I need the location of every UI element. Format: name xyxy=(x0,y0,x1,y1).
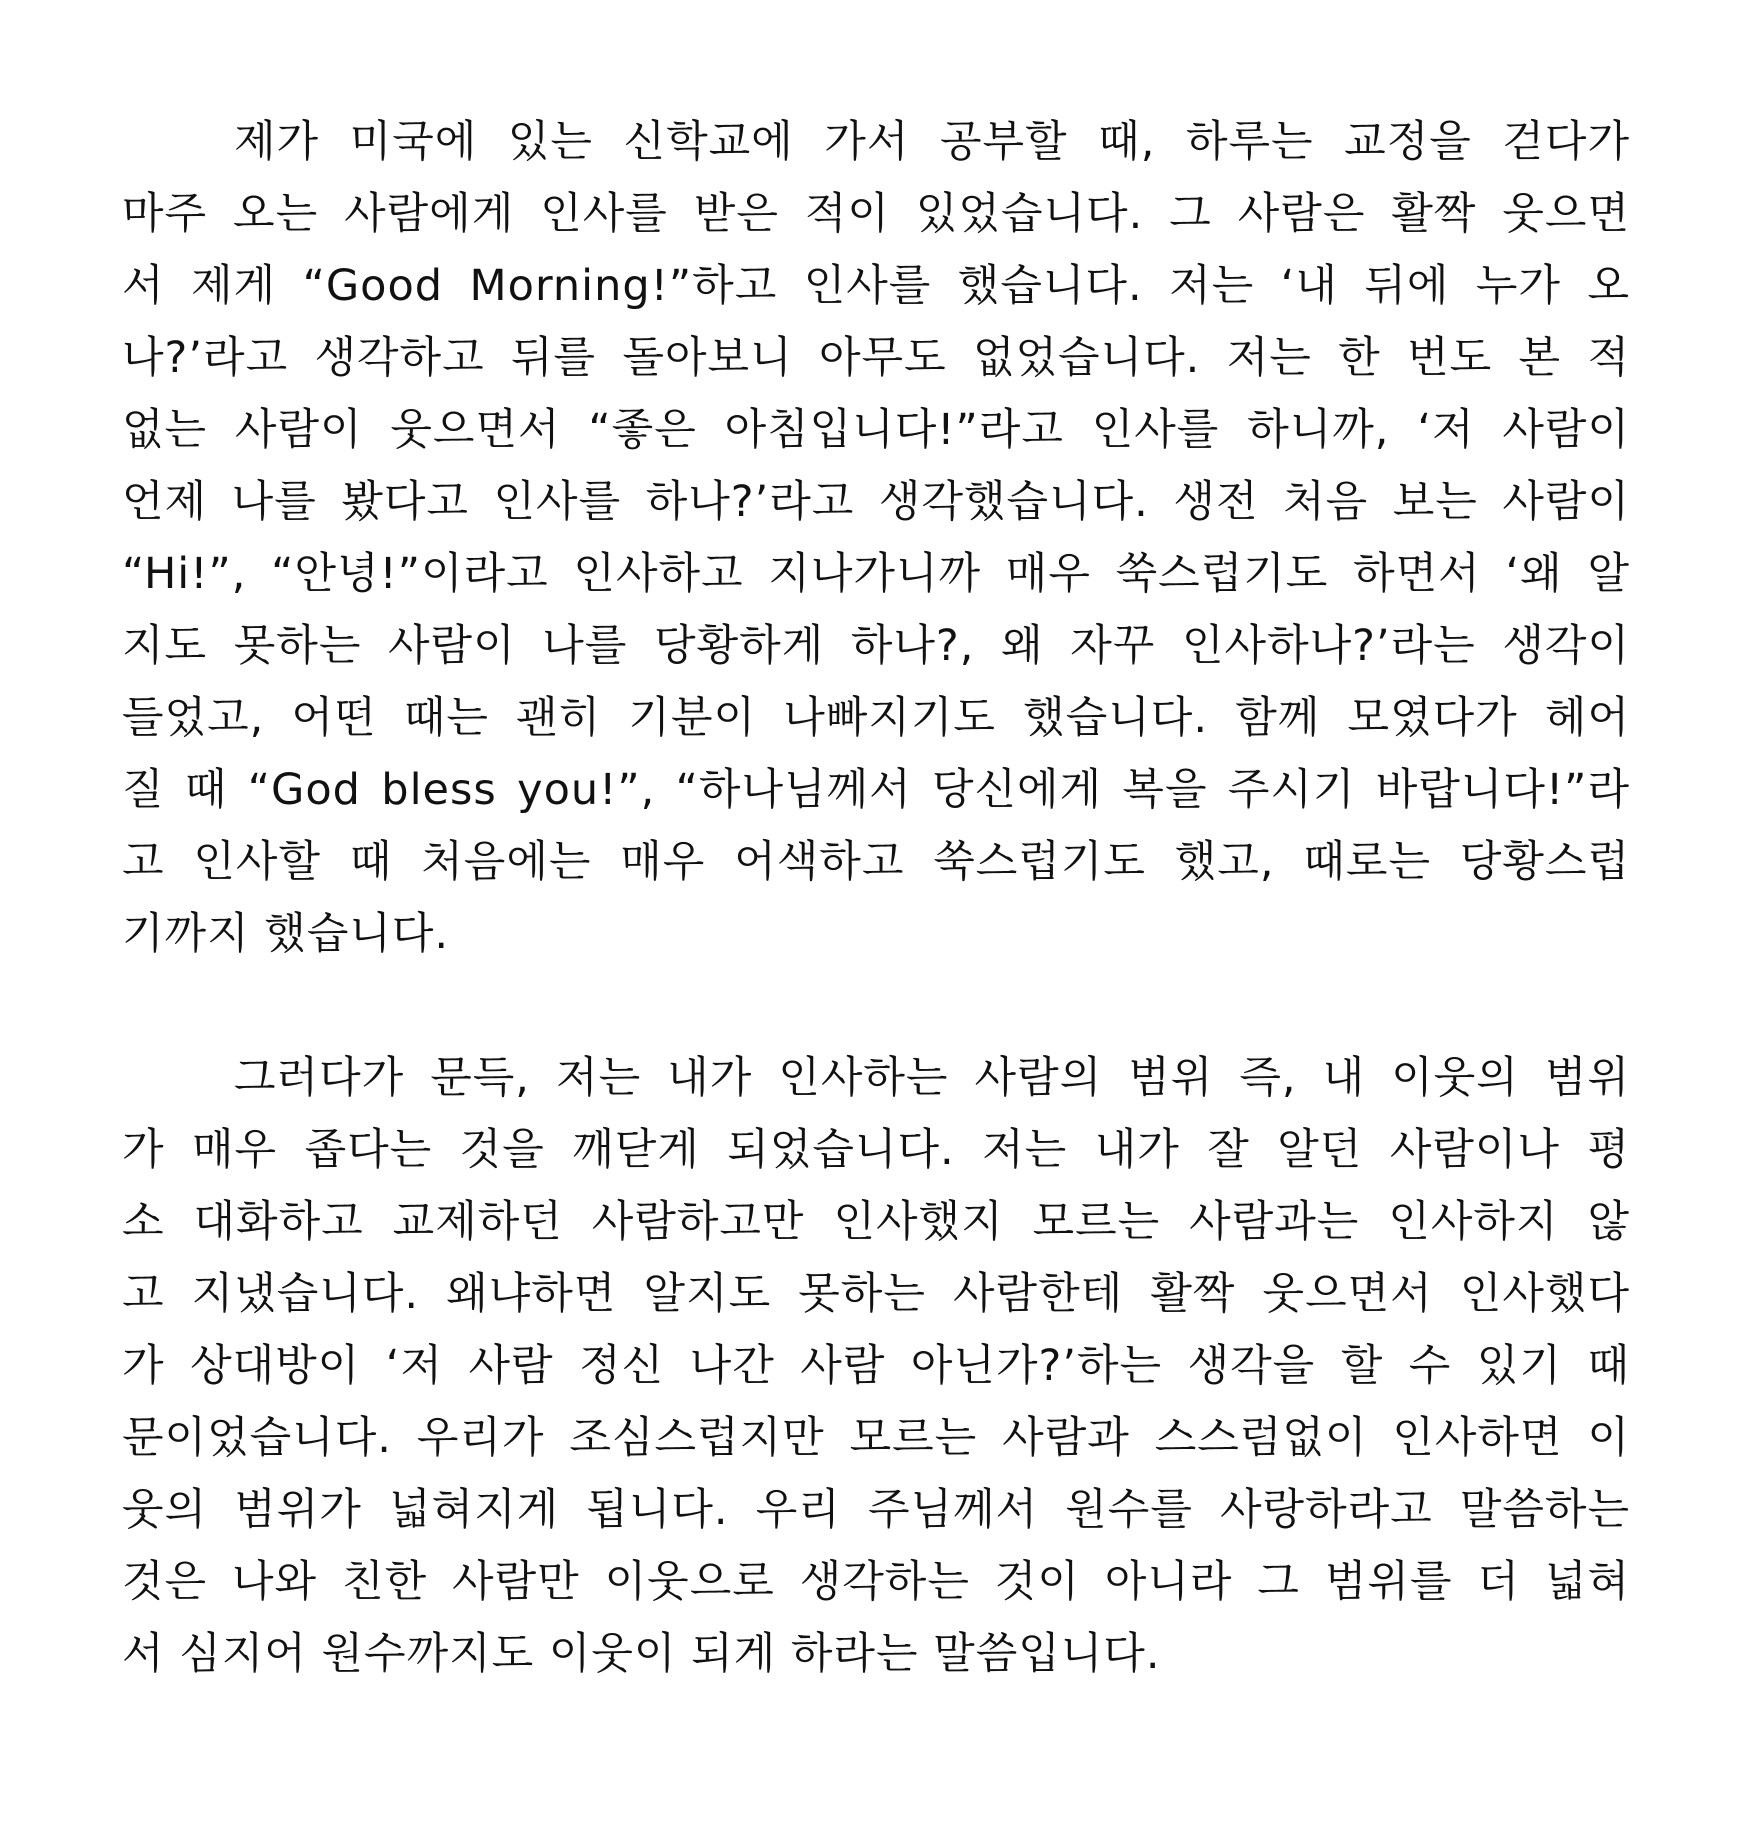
paragraph-1 xyxy=(122,106,1630,970)
paragraph-line: 것은 나와 친한 사람만 이웃으로 생각하는 것이 아니라 그 범위를 더 넓혀 xyxy=(122,1557,1630,1607)
paragraph-line: 지도 못하는 사람이 나를 당황하게 하나?, 왜 자꾸 인사하나?’라는 생각이 xyxy=(122,621,1630,671)
paragraph-line: 나?’라고 생각하고 뒤를 돌아보니 아무도 없었습니다. 저는 한 번도 본 적 xyxy=(122,333,1630,383)
paragraph-line: 웃의 범위가 넓혀지게 됩니다. 우리 주님께서 원수를 사랑하라고 말씀하는 xyxy=(122,1485,1630,1535)
paragraph-line: 그러다가 문득, 저는 내가 인사하는 사람의 범위 즉, 내 이웃의 범위 xyxy=(234,1053,1630,1103)
paragraph-line: 가 상대방이 ‘저 사람 정신 나간 사람 아닌가?’하는 생각을 할 수 있기 때 xyxy=(122,1341,1630,1391)
document-page xyxy=(122,106,1630,1690)
paragraph-line: “Hi!”, “안녕!”이라고 인사하고 지나가니까 매우 쑥스럽기도 하면서 ‘왜 알 xyxy=(122,549,1630,599)
paragraph-line: 들었고, 어떤 때는 괜히 기분이 나빠지기도 했습니다. 함께 모였다가 헤어 xyxy=(122,693,1630,743)
paragraph-line: 제가 미국에 있는 신학교에 가서 공부할 때, 하루는 교정을 걷다가 xyxy=(234,117,1630,167)
paragraph-line: 기까지 했습니다. xyxy=(122,909,450,959)
paragraph-line: 소 대화하고 교제하던 사람하고만 인사했지 모르는 사람과는 인사하지 않 xyxy=(122,1197,1630,1247)
paragraph-line: 없는 사람이 웃으면서 “좋은 아침입니다!”라고 인사를 하니까, ‘저 사람이 xyxy=(122,405,1630,455)
paragraph-line: 마주 오는 사람에게 인사를 받은 적이 있었습니다. 그 사람은 활짝 웃으면 xyxy=(122,189,1630,239)
paragraph-line: 언제 나를 봤다고 인사를 하나?’라고 생각했습니다. 생전 처음 보는 사람이 xyxy=(122,477,1630,527)
paragraph-2 xyxy=(122,1042,1630,1690)
paragraph-line: 문이었습니다. 우리가 조심스럽지만 모르는 사람과 스스럼없이 인사하면 이 xyxy=(122,1413,1630,1463)
paragraph-line: 고 인사할 때 처음에는 매우 어색하고 쑥스럽기도 했고, 때로는 당황스럽 xyxy=(122,837,1630,887)
paragraph-line: 서 제게 “Good Morning!”하고 인사를 했습니다. 저는 ‘내 뒤에 누가 오 xyxy=(122,261,1630,311)
paragraph-line: 질 때 “God bless you!”, “하나님께서 당신에게 복을 주시기 바랍니다!”라 xyxy=(122,765,1630,815)
paragraph-line: 서 심지어 원수까지도 이웃이 되게 하라는 말씀입니다. xyxy=(122,1629,1161,1679)
paragraph-line: 고 지냈습니다. 왜냐하면 알지도 못하는 사람한테 활짝 웃으면서 인사했다 xyxy=(122,1269,1630,1319)
paragraph-line: 가 매우 좁다는 것을 깨닫게 되었습니다. 저는 내가 잘 알던 사람이나 평 xyxy=(122,1125,1630,1175)
